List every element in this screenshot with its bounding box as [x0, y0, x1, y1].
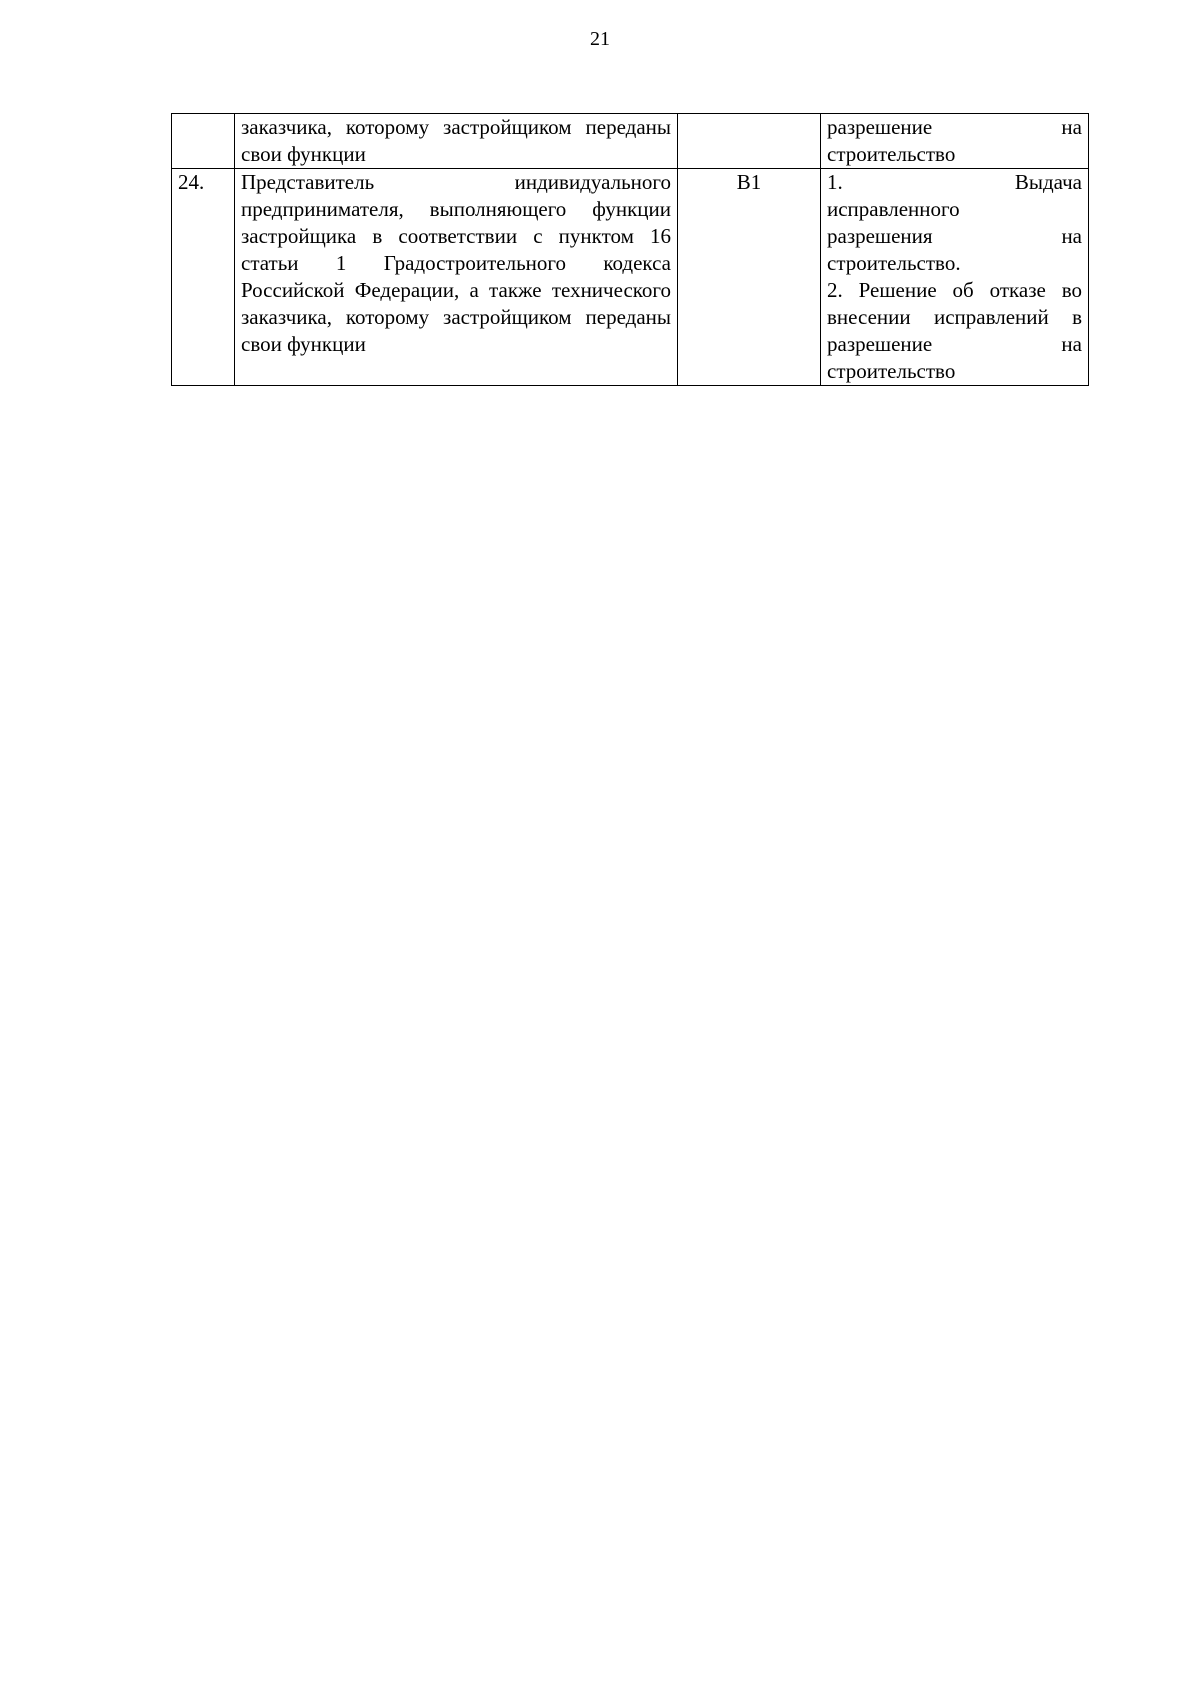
row-number-cell: 24.: [172, 169, 235, 386]
applicant-cell: [235, 114, 678, 169]
result-line: строительство: [827, 359, 956, 383]
result-line: 1. Выдача: [827, 170, 1082, 194]
result-cell: [821, 114, 1089, 169]
result-line: разрешение на: [827, 332, 1082, 356]
table-row: [172, 114, 1089, 169]
services-table: [171, 113, 1089, 386]
applicant-cell: [235, 169, 678, 386]
result-line: строительство: [827, 142, 956, 166]
applicant-text: заказчика, которому застройщиком переданы свои функции: [241, 115, 671, 166]
page-number: 21: [590, 28, 610, 50]
result-cell: [821, 169, 1089, 386]
result-line: 2. Решение об отказе во: [827, 278, 1082, 302]
result-line: внесении исправлений в: [827, 305, 1082, 329]
result-line: строительство.: [827, 251, 961, 275]
code-cell: В1: [678, 169, 821, 386]
result-line: разрешения на: [827, 224, 1082, 248]
row-number-cell: [172, 114, 235, 169]
applicant-text: Представитель индивидуального предпринимателя, выполняющего функции застройщика в соответствии с пунктом 16 статьи 1 Градостроительного кодекса Российской Федерации, а также технического заказчика, которому застройщиком переданы свои функции: [241, 170, 671, 356]
result-line: разрешение на: [827, 115, 1082, 139]
code-cell: [678, 114, 821, 169]
result-line: исправленного: [827, 197, 960, 221]
table-row: [172, 169, 1089, 386]
